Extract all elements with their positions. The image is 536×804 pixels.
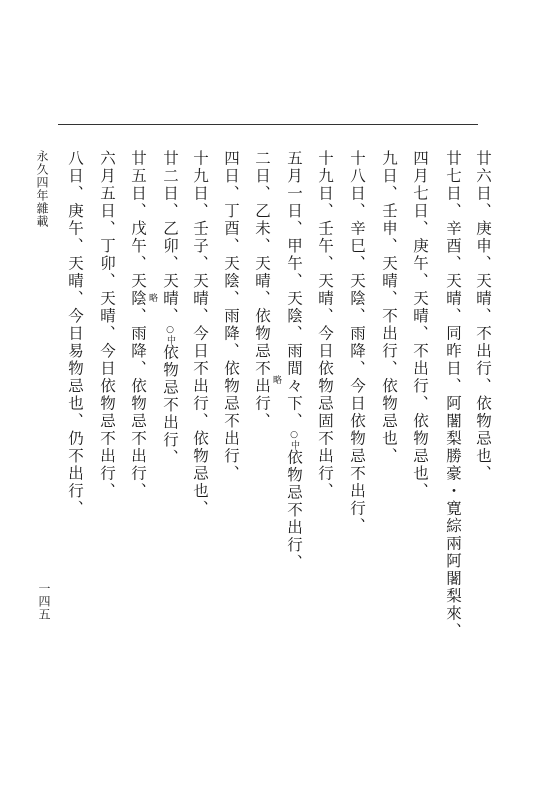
text-column: 十九日、壬子、天晴、今日不出行、依物忌也、 xyxy=(191,150,209,518)
running-title: 永久四年雜載 xyxy=(35,150,49,228)
text-column: 十九日、壬午、天晴、今日依物忌固不出行、 xyxy=(316,150,334,500)
text-column: 廿六日、庚申、天晴、不出行、依物忌也、 xyxy=(474,150,492,483)
header-rule xyxy=(58,124,478,125)
abbreviation-mark: ○中 xyxy=(165,325,175,344)
text-column: 廿七日、辛酉、天晴、同昨日、阿闍梨勝豪・寛綜兩阿闍梨來、 xyxy=(444,150,462,640)
text-column: 二日、乙未、天晴、依物忌不出行、 xyxy=(253,150,271,430)
text-column: 廿二日、乙卯、天晴、○中依物忌不出行、 xyxy=(161,150,179,467)
text-column: 六月五日、丁卯、天晴、今日依物忌不出行、 xyxy=(98,150,116,500)
text-column: 四日、丁酉、天陰、雨降、依物忌不出行、 xyxy=(222,150,240,483)
text-column: 廿五日、戊午、天陰、雨降、依物忌不出行、 xyxy=(129,150,147,500)
text-column: 八日、庚午、天晴、今日易物忌也、仍不出行、 xyxy=(66,150,84,518)
text-column: 五月一日、甲午、天陰、雨間々下、○中依物忌不出行、 xyxy=(285,150,303,572)
text-column: 四月七日、庚午、天晴、不出行、依物忌也、 xyxy=(411,150,429,500)
page-number: 一四五 xyxy=(37,582,51,621)
text-column: 十八日、辛巳、天陰、雨降、今日依物忌不出行、 xyxy=(348,150,366,535)
abbreviation-note: 略 xyxy=(147,293,157,302)
abbreviation-note: 略 xyxy=(271,375,281,384)
text-column: 九日、壬申、天晴、不出行、依物忌也、 xyxy=(380,150,398,465)
abbreviation-mark: ○中 xyxy=(289,430,299,449)
